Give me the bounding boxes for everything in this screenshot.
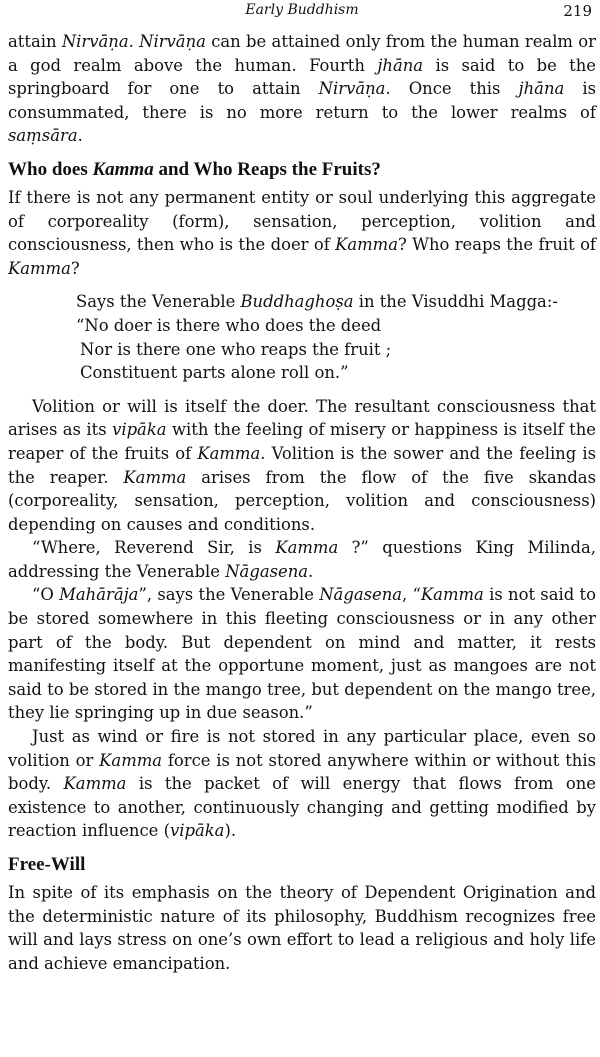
book-page <box>8 0 596 975</box>
section-heading-kamma: Who does Kamma and Who Reaps the Fruits? <box>8 158 381 180</box>
page-number: 219 <box>563 2 592 20</box>
verse-intro: Says the Venerable Buddhaghoṣa in the Visuddhi Magga:- <box>76 292 558 312</box>
section-heading-free-will: Free-Will <box>8 854 86 875</box>
verse-line: Nor is there one who reaps the fruit ; <box>80 339 392 359</box>
paragraph-milinda-question: “Where, Reverend Sir, is Kamma ?” questions King Milinda, addressing the Venerable Nāgasena. <box>8 538 596 581</box>
verse-line: Constituent parts alone roll on.” <box>80 363 349 383</box>
verse-line: “No doer is there who does the deed <box>76 315 382 335</box>
paragraph-volition: Volition or will is itself the doer. The resultant consciousness that arises as its vipāka with the feeling of misery or happiness is itself the reaper of the fruits of Kamma. Volition is the sower and the feeling is the reaper. Kamma arises from the flow of the five skandas (corporeality, sensation, perception, volition and consciousness) depending on causes and conditions. <box>8 396 597 534</box>
paragraph-wind-fire: Just as wind or fire is not stored in any particular place, even so volition or Kamma force is not stored anywhere within or without this body. Kamma is the packet of will energy that flows from one existence to another, continuously changing and getting modified by reaction influence (vipāka). <box>8 727 596 841</box>
paragraph-doer-question: If there is not any permanent entity or soul underlying this aggregate of corporeality (form), sensation, perception, volition and consciousness, then who is the doer of Kamma? Who reaps the fruit of Kamma? <box>8 187 596 278</box>
paragraph-nagasena-answer: “O Mahārāja”, says the Venerable Nāgasena, “Kamma is not said to be stored somewhere in this fleeting consciousness or in any other part of the body. But dependent on mind and matter, it rests manifesting itself at the opportune moment, just as mangoes are not said to be stored in the mango tree, but dependent on the mango tree, they lie springing up in due season.” <box>8 585 596 723</box>
verse-quotation <box>76 290 596 384</box>
paragraph-free-will: In spite of its emphasis on the theory of Dependent Origination and the deterministic nature of its philosophy, Buddhism recognizes free will and lays stress on one’s own effort to lead a religious and holy life and achieve emancipation. <box>8 883 596 973</box>
running-header <box>8 0 596 30</box>
running-title: Early Buddhism <box>245 2 359 18</box>
paragraph-nirvana: attain Nirvāṇa. Nirvāṇa can be attained only from the human realm or a god realm above the human. Fourth jhāna is said to be the springboard for one to attain Nirvāṇa. Once this jhāna is consummated, there is no more return to the lower realms of saṃsāra. <box>8 32 596 146</box>
